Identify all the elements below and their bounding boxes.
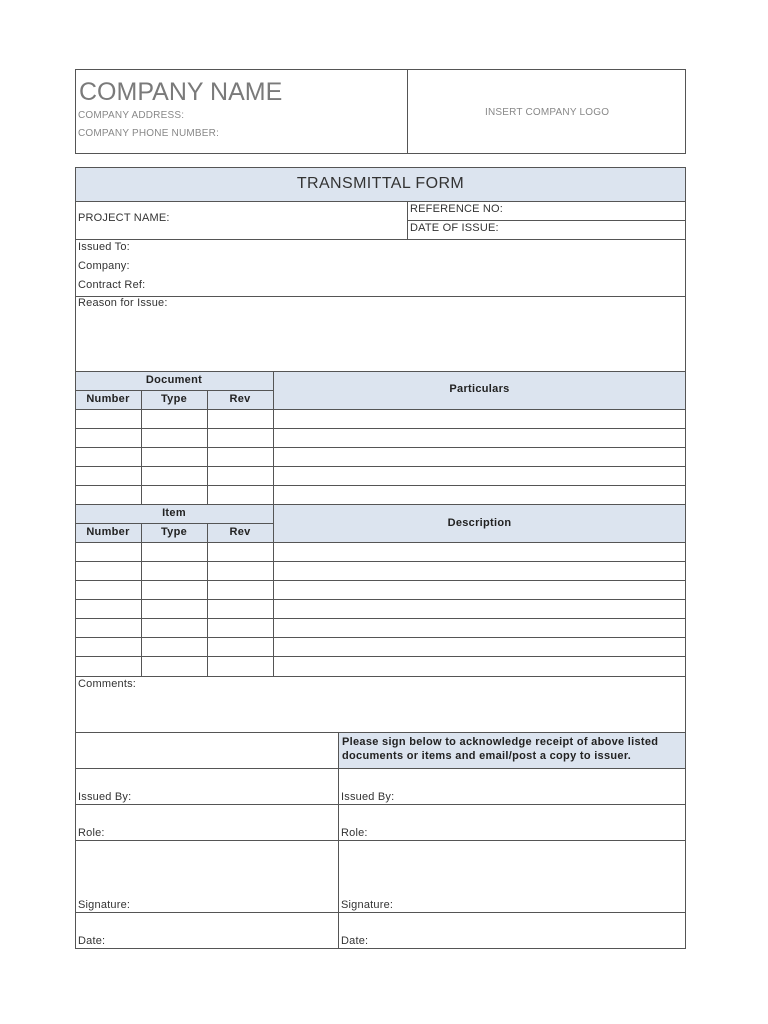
description-label: Description [447, 517, 512, 529]
doc-col-rev: Rev [229, 393, 251, 405]
doc-row-line [75, 409, 686, 410]
item-subheader-line [75, 523, 273, 524]
role-label-right: Role: [341, 827, 368, 839]
item-col-line [273, 504, 274, 676]
doc-row-line [75, 485, 686, 486]
company-label: Company: [78, 260, 130, 272]
item-row-line [75, 599, 686, 600]
reason-label: Reason for Issue: [78, 297, 168, 309]
reference-no-label: REFERENCE NO: [410, 203, 504, 215]
role-label-left: Role: [78, 827, 105, 839]
issued-by-label-left: Issued By: [78, 791, 132, 803]
document-group-label: Document [145, 374, 203, 386]
doc-row-line [75, 428, 686, 429]
doc-col-number: Number [86, 393, 130, 405]
date-label-left: Date: [78, 935, 106, 947]
item-row-line [75, 542, 686, 543]
item-row-line [75, 656, 686, 657]
signature-label-right: Signature: [341, 899, 394, 911]
logo-placeholder: INSERT COMPANY LOGO [485, 107, 610, 118]
date-label-right: Date: [341, 935, 369, 947]
document-subheader-line [75, 390, 273, 391]
issued-by-label-right: Issued By: [341, 791, 395, 803]
item-row-line [75, 580, 686, 581]
item-row-line [75, 637, 686, 638]
title-divider [75, 201, 686, 202]
item-group-label: Item [162, 507, 186, 519]
date-of-issue-label: DATE OF ISSUE: [410, 222, 499, 234]
item-table-bottom [75, 676, 686, 677]
acknowledge-bottom [75, 768, 686, 769]
form-title: TRANSMITTAL FORM [296, 175, 465, 192]
acknowledge-line2: documents or items and email/post a copy to issuer. [342, 750, 632, 762]
item-col-type: Type [160, 526, 188, 538]
header-divider [407, 69, 408, 154]
doc-row-line [75, 447, 686, 448]
signature-label-left: Signature: [78, 899, 131, 911]
item-row-line [75, 618, 686, 619]
issued-to-label: Issued To: [78, 241, 130, 253]
ref-divider [407, 220, 686, 221]
signoff-line [75, 840, 686, 841]
doc-row-line [75, 466, 686, 467]
item-col-rev: Rev [229, 526, 251, 538]
company-name: COMPANY NAME [79, 78, 283, 106]
company-phone: COMPANY PHONE NUMBER: [78, 128, 220, 139]
signoff-line [75, 912, 686, 913]
doc-col-line [141, 390, 142, 504]
project-name-label: PROJECT NAME: [78, 212, 170, 224]
item-row-line [75, 561, 686, 562]
doc-col-line [273, 371, 274, 504]
doc-col-line [207, 390, 208, 504]
project-row-bottom [75, 239, 686, 240]
doc-col-type: Type [160, 393, 188, 405]
signoff-line [75, 804, 686, 805]
item-col-number: Number [86, 526, 130, 538]
item-col-line [207, 523, 208, 676]
contract-ref-label: Contract Ref: [78, 279, 146, 291]
comments-label: Comments: [78, 678, 137, 690]
particulars-label: Particulars [449, 383, 510, 395]
item-col-line [141, 523, 142, 676]
company-address: COMPANY ADDRESS: [78, 110, 185, 121]
form-box [75, 167, 686, 949]
acknowledge-line1: Please sign below to acknowledge receipt of above listed [342, 736, 659, 748]
